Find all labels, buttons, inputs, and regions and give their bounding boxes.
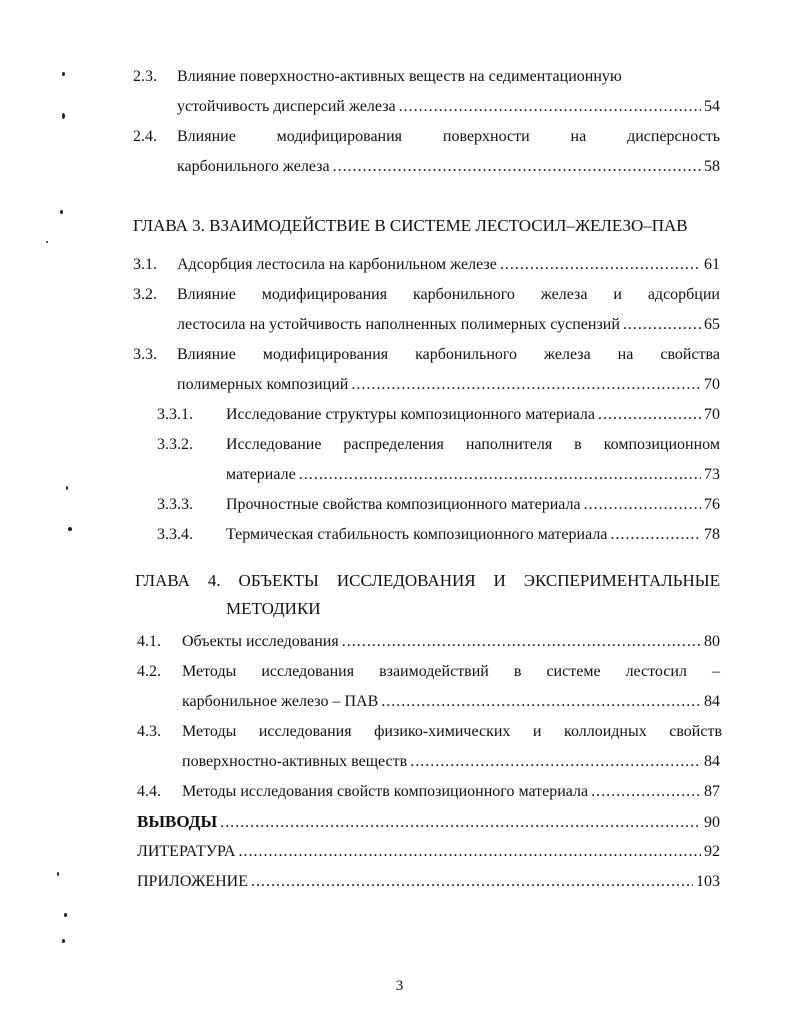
toc-entry-text: полимерных композиций xyxy=(177,376,349,393)
toc-page-number: 87 xyxy=(704,783,720,800)
chapter-heading-cont: МЕТОДИКИ xyxy=(226,599,321,618)
toc-entry-text: карбонильное железо – ПАВ xyxy=(182,693,379,710)
toc-entry-text: Термическая стабильность композиционного материала xyxy=(226,526,608,543)
scan-speck xyxy=(46,241,48,243)
toc-entry-title xyxy=(177,255,720,275)
leader-dots xyxy=(500,255,701,275)
leader-dots xyxy=(299,465,701,485)
chapter-heading: ГЛАВА 3. ВЗАИМОДЕЙСТВИЕ В СИСТЕМЕ ЛЕСТОСИЛ–ЖЕЛЕЗО–ПАВ xyxy=(133,216,688,235)
leader-dots xyxy=(333,157,701,177)
toc-entry-text: Адсорбция лестосила на карбонильном железе xyxy=(177,256,497,273)
leader-dots xyxy=(220,813,701,833)
toc-entry-title-cont xyxy=(177,375,720,395)
leader-dots xyxy=(342,632,701,652)
toc-entry-text: устойчивость дисперсий железа xyxy=(177,98,396,115)
toc-entry-number: 3.2. xyxy=(133,286,157,303)
toc-entry-text: Методы исследования свойств композиционного материала xyxy=(182,783,589,800)
scan-speck xyxy=(64,913,67,917)
leader-dots xyxy=(351,375,701,395)
toc-entry-text: Объекты исследования xyxy=(182,633,339,650)
toc-entry-text: Влияние модифицирования поверхности на дисперсность xyxy=(177,128,720,145)
toc-page-number: 61 xyxy=(704,256,720,273)
toc-entry-title xyxy=(226,495,720,515)
leader-dots xyxy=(623,315,701,335)
toc-entry-title xyxy=(182,662,720,682)
toc-entry-title xyxy=(177,285,720,305)
toc-page-number: 76 xyxy=(704,496,720,513)
toc-page-number: 103 xyxy=(696,873,720,890)
toc-entry-title-cont xyxy=(177,97,720,117)
toc-entry-title xyxy=(182,632,720,652)
scan-speck xyxy=(60,210,63,214)
toc-entry-title-cont xyxy=(177,157,720,177)
toc-entry-title-cont xyxy=(182,752,720,772)
scan-speck xyxy=(62,113,65,119)
toc-entry-number: 3.3. xyxy=(133,346,157,363)
toc-page-number: 78 xyxy=(704,526,720,543)
toc-page-number: 70 xyxy=(704,376,720,393)
toc-entry-number: 4.1. xyxy=(137,633,161,650)
chapter-heading xyxy=(135,570,720,592)
toc-entry-text: Исследование распределения наполнителя в композиционном xyxy=(226,436,720,453)
leader-dots xyxy=(399,97,701,117)
toc-page-number: 54 xyxy=(704,98,720,115)
toc-page-number: 70 xyxy=(704,406,720,423)
toc-entry-title xyxy=(182,782,720,802)
leader-dots xyxy=(610,525,701,545)
toc-entry-text: Методы исследования физико-химических и коллоидных свойств xyxy=(182,723,722,740)
toc-entry-text: ВЫВОДЫ xyxy=(137,812,218,831)
toc-entry-number: 2.3. xyxy=(133,68,157,85)
scan-speck xyxy=(57,872,59,876)
toc-entry-text: Влияние модифицирования карбонильного железа на свойства xyxy=(177,346,720,363)
leader-dots xyxy=(591,782,701,802)
toc-entry-number: 2.4. xyxy=(133,128,157,145)
toc-entry-text: ЛИТЕРАТУРА xyxy=(137,843,236,860)
toc-entry-number: 3.3.4. xyxy=(157,526,193,543)
toc-entry-title xyxy=(137,872,720,892)
leader-dots xyxy=(410,752,701,772)
toc-entry-number: 3.3.1. xyxy=(157,406,193,423)
toc-page-number: 90 xyxy=(704,814,720,831)
leader-dots xyxy=(238,842,701,862)
toc-page-number: 84 xyxy=(704,693,720,710)
scan-speck xyxy=(66,486,68,490)
toc-entry-text: карбонильного железа xyxy=(177,158,330,175)
toc-entry-title xyxy=(226,435,720,455)
toc-page-number: 58 xyxy=(704,158,720,175)
toc-entry-text: Влияние модифицирования карбонильного железа и адсорбции xyxy=(177,286,720,303)
toc-entry-text: лестосила на устойчивость наполненных полимерных суспензий xyxy=(177,316,620,333)
scan-speck xyxy=(68,527,72,531)
toc-entry-number: 4.2. xyxy=(137,663,161,680)
toc-entry-text: материале xyxy=(226,466,296,483)
toc-entry-title-cont xyxy=(177,315,720,335)
toc-entry-text: Влияние поверхностно-активных веществ на седиментационную xyxy=(177,68,622,85)
toc-entry-title xyxy=(137,842,720,862)
page-number: 3 xyxy=(395,978,404,994)
chapter-heading-text: ГЛАВА 4. ОБЪЕКТЫ ИССЛЕДОВАНИЯ И ЭКСПЕРИМЕНТАЛЬНЫЕ xyxy=(135,571,720,590)
toc-entry-title xyxy=(177,345,720,365)
toc-page-number: 84 xyxy=(704,753,720,770)
toc-page-number: 80 xyxy=(704,633,720,650)
toc-entry-text: ПРИЛОЖЕНИЕ xyxy=(137,873,249,890)
toc-entry-title-cont xyxy=(226,465,720,485)
toc-entry-title xyxy=(226,405,720,425)
scan-speck xyxy=(62,72,65,76)
toc-page-number: 73 xyxy=(704,466,720,483)
toc-entry-number: 4.4. xyxy=(137,783,161,800)
toc-entry-text: Методы исследования взаимодействий в системе лестосил – xyxy=(182,663,720,680)
scan-speck xyxy=(62,939,65,943)
toc-page-number: 92 xyxy=(704,843,720,860)
toc-entry-title xyxy=(226,525,720,545)
toc-entry-text: Прочностные свойства композиционного материала xyxy=(226,496,581,513)
toc-entry-number: 4.3. xyxy=(137,723,161,740)
toc-entry-text: поверхностно-активных веществ xyxy=(182,753,408,770)
leader-dots xyxy=(381,692,701,712)
toc-entry-title xyxy=(182,722,722,742)
toc-entry-number: 3.3.2. xyxy=(157,436,193,453)
toc-entry-title xyxy=(177,67,720,87)
toc-entry-number: 3.1. xyxy=(133,256,157,273)
leader-dots xyxy=(598,405,701,425)
toc-entry-title-cont xyxy=(182,692,720,712)
toc-entry-title xyxy=(137,812,720,833)
toc-entry-text: Исследование структуры композиционного материала xyxy=(226,406,595,423)
toc-page-number: 65 xyxy=(704,316,720,333)
toc-entry-title xyxy=(177,127,720,147)
toc-entry-number: 3.3.3. xyxy=(157,496,193,513)
leader-dots xyxy=(251,872,693,892)
leader-dots xyxy=(584,495,701,515)
